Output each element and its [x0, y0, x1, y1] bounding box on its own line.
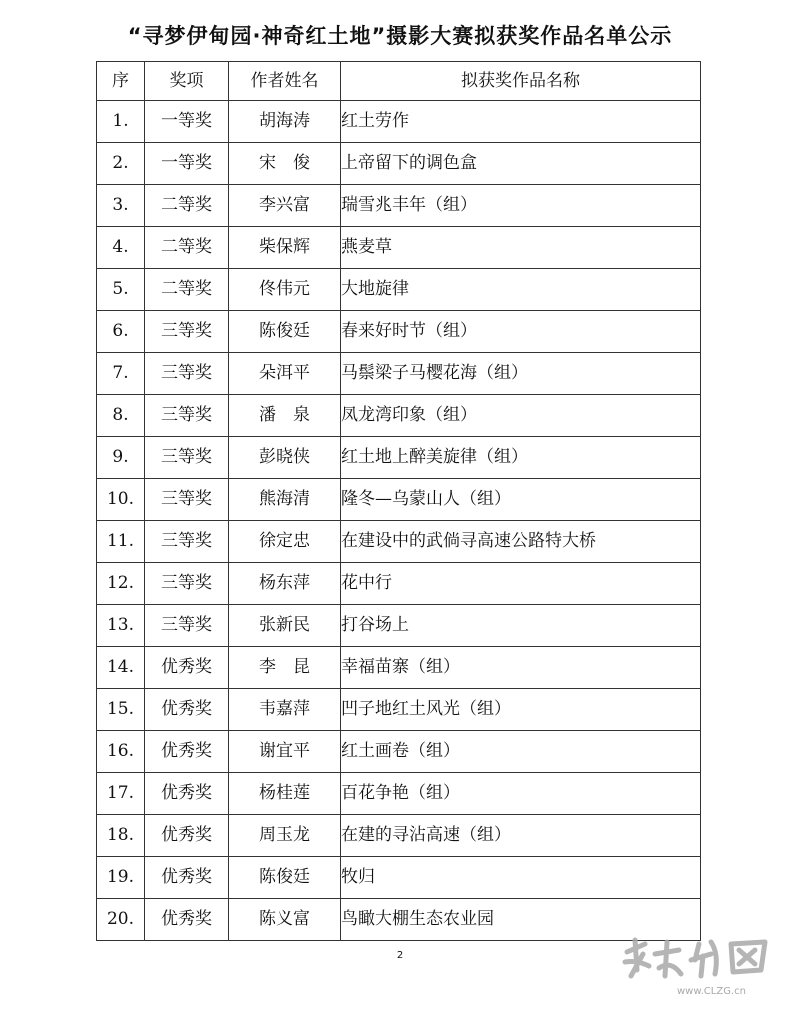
award-cell: 三等奖	[145, 353, 229, 395]
table-row	[97, 353, 701, 395]
author-cell: 李 昆	[229, 647, 341, 689]
table-row	[97, 857, 701, 899]
row-number-cell: 10.	[97, 479, 145, 521]
work-title-cell: 打谷场上	[341, 605, 701, 647]
work-title-cell: 马鬃梁子马樱花海（组）	[341, 353, 701, 395]
work-title-cell: 红土画卷（组）	[341, 731, 701, 773]
award-cell: 优秀奖	[145, 857, 229, 899]
award-cell: 二等奖	[145, 185, 229, 227]
table-row	[97, 647, 701, 689]
award-cell: 二等奖	[145, 227, 229, 269]
author-cell: 熊海清	[229, 479, 341, 521]
table-row	[97, 563, 701, 605]
work-title-cell: 隆冬—乌蒙山人（组）	[341, 479, 701, 521]
author-cell: 陈俊廷	[229, 857, 341, 899]
award-cell: 三等奖	[145, 437, 229, 479]
author-cell: 彭晓侠	[229, 437, 341, 479]
table-row	[97, 437, 701, 479]
work-title-cell: 鸟瞰大棚生态农业园	[341, 899, 701, 941]
table-row	[97, 605, 701, 647]
header-award: 奖项	[145, 62, 229, 101]
header-no: 序	[97, 62, 145, 101]
header-work-title: 拟获奖作品名称	[341, 62, 701, 101]
table-row	[97, 899, 701, 941]
award-cell: 优秀奖	[145, 731, 229, 773]
work-title-cell: 牧归	[341, 857, 701, 899]
table-row	[97, 395, 701, 437]
table-row	[97, 731, 701, 773]
award-cell: 三等奖	[145, 311, 229, 353]
row-number-cell: 13.	[97, 605, 145, 647]
author-cell: 佟伟元	[229, 269, 341, 311]
work-title-cell: 上帝留下的调色盒	[341, 143, 701, 185]
row-number-cell: 18.	[97, 815, 145, 857]
award-cell: 三等奖	[145, 563, 229, 605]
author-cell: 张新民	[229, 605, 341, 647]
table-row	[97, 185, 701, 227]
table-header	[97, 62, 701, 101]
page-number: 2	[396, 950, 404, 961]
author-cell: 杨东萍	[229, 563, 341, 605]
table-body	[97, 101, 701, 941]
award-cell: 优秀奖	[145, 815, 229, 857]
row-number-cell: 14.	[97, 647, 145, 689]
row-number-cell: 3.	[97, 185, 145, 227]
work-title-cell: 花中行	[341, 563, 701, 605]
work-title-cell: 红土地上醉美旋律（组）	[341, 437, 701, 479]
row-number-cell: 19.	[97, 857, 145, 899]
work-title-cell: 在建设中的武倘寻高速公路特大桥	[341, 521, 701, 563]
work-title-cell: 凤龙湾印象（组）	[341, 395, 701, 437]
work-title-cell: 在建的寻沾高速（组）	[341, 815, 701, 857]
work-title-cell: 春来好时节（组）	[341, 311, 701, 353]
row-number-cell: 6.	[97, 311, 145, 353]
row-number-cell: 7.	[97, 353, 145, 395]
header-author: 作者姓名	[229, 62, 341, 101]
row-number-cell: 11.	[97, 521, 145, 563]
work-title-cell: 瑞雪兆丰年（组）	[341, 185, 701, 227]
row-number-cell: 4.	[97, 227, 145, 269]
author-cell: 谢宜平	[229, 731, 341, 773]
award-cell: 三等奖	[145, 395, 229, 437]
award-cell: 优秀奖	[145, 773, 229, 815]
table-row	[97, 143, 701, 185]
work-title-cell: 红土劳作	[341, 101, 701, 143]
award-cell: 优秀奖	[145, 689, 229, 731]
row-number-cell: 5.	[97, 269, 145, 311]
award-cell: 优秀奖	[145, 647, 229, 689]
row-number-cell: 16.	[97, 731, 145, 773]
work-title-cell: 凹子地红土风光（组）	[341, 689, 701, 731]
row-number-cell: 17.	[97, 773, 145, 815]
author-cell: 周玉龙	[229, 815, 341, 857]
table-row	[97, 521, 701, 563]
author-cell: 杨桂莲	[229, 773, 341, 815]
watermark-url: www.CLZG.cn	[677, 986, 746, 997]
author-cell: 胡海涛	[229, 101, 341, 143]
table-row	[97, 227, 701, 269]
table-row	[97, 815, 701, 857]
author-cell: 潘 泉	[229, 395, 341, 437]
award-cell: 优秀奖	[145, 899, 229, 941]
award-cell: 三等奖	[145, 479, 229, 521]
row-number-cell: 9.	[97, 437, 145, 479]
work-title-cell: 燕麦草	[341, 227, 701, 269]
award-cell: 二等奖	[145, 269, 229, 311]
author-cell: 李兴富	[229, 185, 341, 227]
row-number-cell: 20.	[97, 899, 145, 941]
work-title-cell: 大地旋律	[341, 269, 701, 311]
document-title: “寻梦伊甸园·神奇红土地”摄影大赛拟获奖作品名单公示	[127, 24, 673, 48]
row-number-cell: 8.	[97, 395, 145, 437]
author-cell: 陈义富	[229, 899, 341, 941]
author-cell: 韦嘉萍	[229, 689, 341, 731]
work-title-cell: 百花争艳（组）	[341, 773, 701, 815]
work-title-cell: 幸福苗寨（组）	[341, 647, 701, 689]
table-row	[97, 311, 701, 353]
watermark-logo	[615, 930, 795, 1000]
table-row	[97, 269, 701, 311]
author-cell: 徐定忠	[229, 521, 341, 563]
award-cell: 一等奖	[145, 101, 229, 143]
table-row	[97, 773, 701, 815]
row-number-cell: 12.	[97, 563, 145, 605]
award-cell: 三等奖	[145, 521, 229, 563]
author-cell: 陈俊廷	[229, 311, 341, 353]
row-number-cell: 1.	[97, 101, 145, 143]
author-cell: 柴保辉	[229, 227, 341, 269]
row-number-cell: 2.	[97, 143, 145, 185]
author-cell: 朵洱平	[229, 353, 341, 395]
table-row	[97, 689, 701, 731]
award-cell: 三等奖	[145, 605, 229, 647]
table-row	[97, 479, 701, 521]
award-list-table	[96, 61, 701, 941]
table-row	[97, 101, 701, 143]
author-cell: 宋 俊	[229, 143, 341, 185]
row-number-cell: 15.	[97, 689, 145, 731]
table-header-row	[97, 62, 701, 101]
award-cell: 一等奖	[145, 143, 229, 185]
